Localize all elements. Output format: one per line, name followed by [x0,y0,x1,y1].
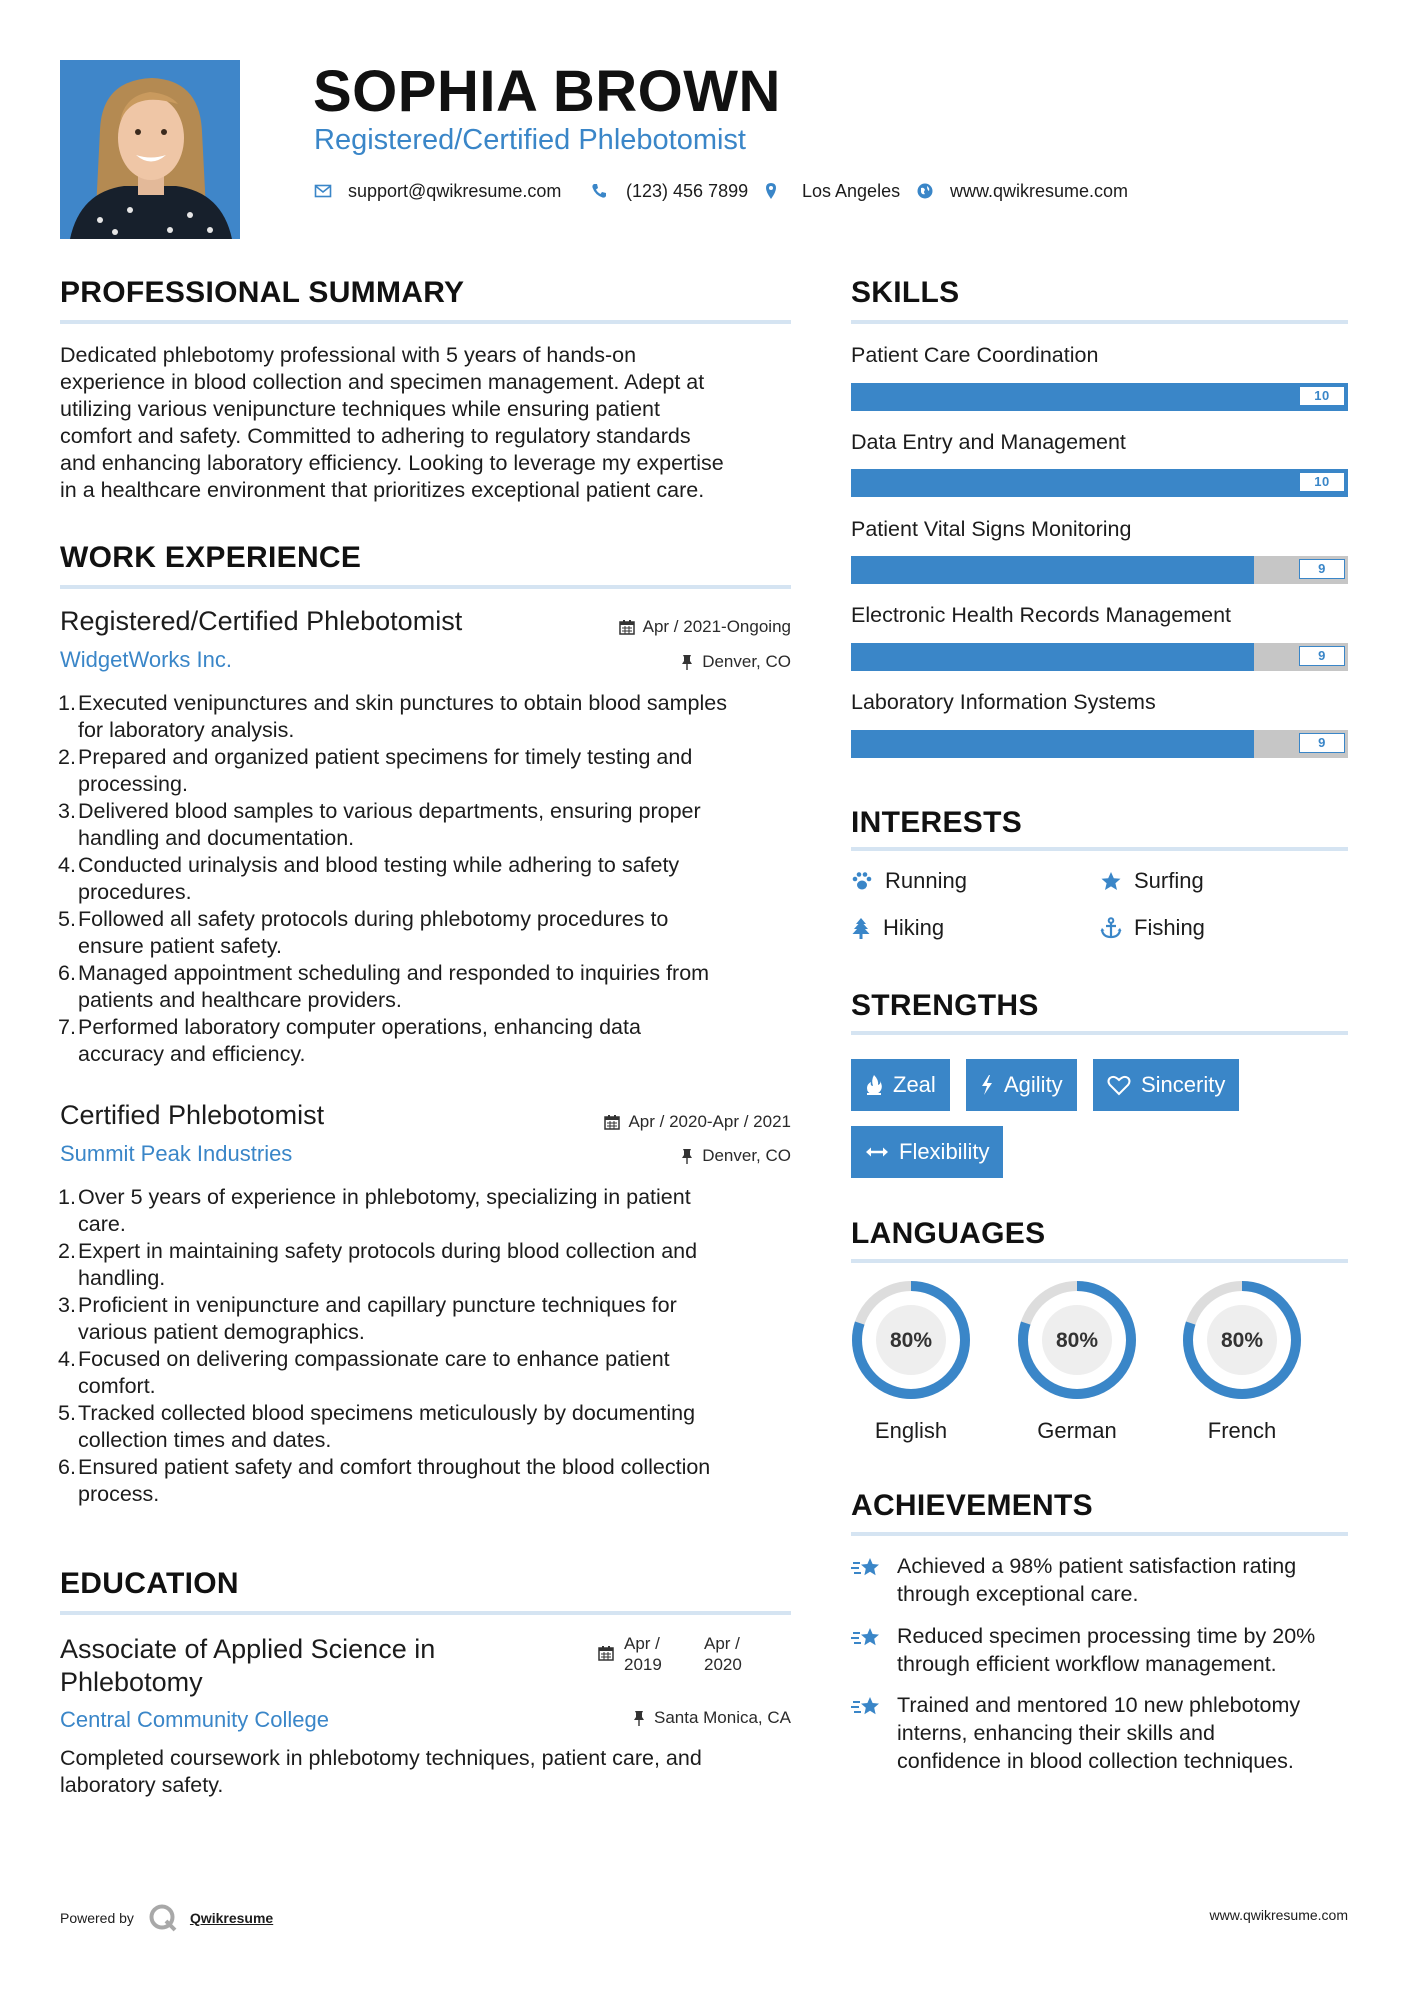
skill-bar [851,469,1348,497]
job-location: Denver, CO [680,1146,791,1166]
job-responsibilities [60,690,800,1068]
calendar-icon [604,1114,620,1130]
list-item: 6. Managed appointment scheduling and responded to inquiries from patients and healthcare providers. [58,961,710,1012]
location-text: Los Angeles [802,180,901,201]
skill-label: Laboratory Information Systems [851,690,1156,714]
skill-bar-fill [851,556,1254,584]
achievement-item: Reduced specimen processing time by 20% through efficient workflow management. [851,1622,1351,1678]
company-name: Summit Peak Industries [60,1141,293,1166]
pin-icon [632,1710,646,1726]
skill-score: 10 [1299,472,1345,492]
website-text: www.qwikresume.com [950,180,1129,201]
language-name: German [1037,1418,1117,1443]
list-item: 4. Conducted urinalysis and blood testing while adhering to safety procedures. [58,853,680,904]
language-item [1016,1279,1138,1444]
email-text: support@qwikresume.com [348,180,562,201]
contact-website[interactable] [916,180,1128,202]
profile-photo [60,60,240,239]
languages-heading: LANGUAGES [851,1217,1046,1250]
strength-tag: Agility [966,1059,1077,1111]
skill-bar [851,556,1348,584]
list-item: 4. Focused on delivering compassionate care to enhance patient comfort. [58,1347,670,1398]
summary-text: Dedicated phlebotomy professional with 5 years of hands-on experience in blood collection and specimen management. Adept at utilizing various venipuncture techniques while ensuring patient comfort and safety. Committed to adhering to regulatory standards and enhancing laboratory efficiency. Looking to leverage my expertise in a healthcare environment that prioritizes exceptional patient care. [60,343,724,502]
skill-label: Patient Vital Signs Monitoring [851,517,1132,541]
paw-icon [851,871,873,891]
skill-score: 10 [1299,386,1345,406]
interest-item: Surfing [1100,868,1204,894]
school-name: Central Community College [60,1707,329,1732]
interest-item: Fishing [1100,915,1205,941]
skill-bar [851,643,1348,671]
skill-label: Patient Care Coordination [851,343,1099,367]
language-name: English [874,1418,948,1443]
job-responsibilities [60,1184,800,1508]
list-item: 1. Over 5 years of experience in phlebotomy, specializing in patient care. [58,1185,691,1236]
strengths-divider [851,1031,1348,1035]
job-dates: Apr / 2020-Apr / 2021 [604,1112,791,1132]
achievements-heading: ACHIEVEMENTS [851,1489,1093,1522]
skill-score: 9 [1299,733,1345,753]
bolt-icon [980,1074,994,1096]
svg-text:80%: 80% [1055,1329,1099,1352]
job-title: Registered/Certified Phlebotomist [60,606,463,636]
job-dates: Apr / 2021-Ongoing [619,617,791,637]
skills-divider [851,320,1348,324]
map-marker-icon [762,182,780,200]
calendar-icon [598,1645,614,1661]
star-award-icon [851,1695,883,1721]
candidate-title: Registered/Certified Phlebotomist [314,124,746,156]
arrows-horizontal-icon [865,1144,889,1160]
star-award-icon [851,1626,883,1652]
phone-icon [590,182,608,200]
list-item: 5. Followed all safety protocols during phlebotomy procedures to ensure patient safety. [58,907,669,958]
contact-location [762,180,900,202]
skill-label: Data Entry and Management [851,430,1126,454]
strength-tag: Flexibility [851,1126,1003,1178]
achievement-item: Achieved a 98% patient satisfaction rating through exceptional care. [851,1552,1351,1608]
star-award-icon [851,1556,883,1582]
skill-bar-fill [851,469,1348,497]
education-description: Completed coursework in phlebotomy techniques, patient care, and laboratory safety. [60,1746,702,1797]
language-item [850,1279,972,1444]
education-heading: EDUCATION [60,1567,239,1600]
skill-bar [851,730,1348,758]
skill-label: Electronic Health Records Management [851,603,1232,627]
pin-icon [680,1148,694,1164]
envelope-icon [314,182,332,200]
language-ring [850,1279,972,1401]
company-name: WidgetWorks Inc. [60,647,232,672]
list-item: 7. Performed laboratory computer operations, enhancing data accuracy and efficiency. [58,1015,641,1066]
achievement-item: Trained and mentored 10 new phlebotomy interns, enhancing their skills and confidence in blood collection techniques. [851,1691,1351,1775]
calendar-icon [619,619,635,635]
skills-heading: SKILLS [851,276,960,309]
list-item: 1. Executed venipunctures and skin punctures to obtain blood samples for laboratory analysis. [58,691,727,742]
fire-icon [865,1074,883,1096]
footer-url[interactable]: www.qwikresume.com [1209,1907,1348,1923]
interest-item: Running [851,868,967,894]
skill-score: 9 [1299,559,1345,579]
strengths-heading: STRENGTHS [851,989,1039,1022]
education-divider [60,1611,791,1615]
list-item: 3. Proficient in venipuncture and capillary puncture techniques for various patient demographics. [58,1293,677,1344]
globe-icon [916,182,934,200]
svg-text:80%: 80% [889,1329,933,1352]
language-name: French [1207,1418,1277,1443]
languages-divider [851,1259,1348,1263]
summary-divider [60,320,791,324]
skill-bar-fill [851,730,1254,758]
language-item [1181,1279,1303,1444]
tree-icon [851,917,871,939]
experience-heading: WORK EXPERIENCE [60,541,362,574]
list-item: 5. Tracked collected blood specimens meticulously by documenting collection times and dates. [58,1401,696,1452]
list-item: 3. Delivered blood samples to various departments, ensuring proper handling and documentation. [58,799,701,850]
skill-score: 9 [1299,646,1345,666]
interest-item: Hiking [851,915,944,941]
qwikresume-logo-icon [148,1903,178,1933]
education-location: Santa Monica, CA [632,1708,791,1728]
pin-icon [680,654,694,670]
interests-heading: INTERESTS [851,806,1023,839]
achievements-divider [851,1532,1348,1536]
heart-icon [1107,1074,1131,1096]
experience-divider [60,585,791,589]
language-ring [1181,1279,1303,1401]
anchor-icon [1100,917,1122,939]
education-dates: Apr / 2019 Apr / 2020 [598,1633,798,1677]
skill-bar-fill [851,383,1348,411]
interests-divider [851,847,1348,851]
svg-text:80%: 80% [1220,1329,1264,1352]
job-location: Denver, CO [680,652,791,672]
contact-phone[interactable] [590,180,748,202]
candidate-name: SOPHIA BROWN [313,59,781,124]
list-item: 2. Prepared and organized patient specimens for timely testing and processing. [58,745,693,796]
list-item: 6. Ensured patient safety and comfort throughout the blood collection process. [58,1455,711,1506]
skill-bar [851,383,1348,411]
footer-branding [60,1903,273,1933]
qwikresume-link[interactable]: Qwikresume [189,1910,274,1926]
contact-email[interactable] [314,180,561,202]
strength-tag: Sincerity [1093,1059,1239,1111]
strength-tag: Zeal [851,1059,950,1111]
powered-by-text: Powered by [60,1910,134,1926]
star-icon [1100,871,1122,892]
language-ring [1016,1279,1138,1401]
job-title: Certified Phlebotomist [60,1100,325,1130]
summary-heading: PROFESSIONAL SUMMARY [60,276,465,309]
phone-text: (123) 456 7899 [626,180,749,201]
degree-title: Associate of Applied Science in Phlebotomy [60,1634,436,1697]
list-item: 2. Expert in maintaining safety protocols during blood collection and handling. [58,1239,698,1290]
skill-bar-fill [851,643,1254,671]
